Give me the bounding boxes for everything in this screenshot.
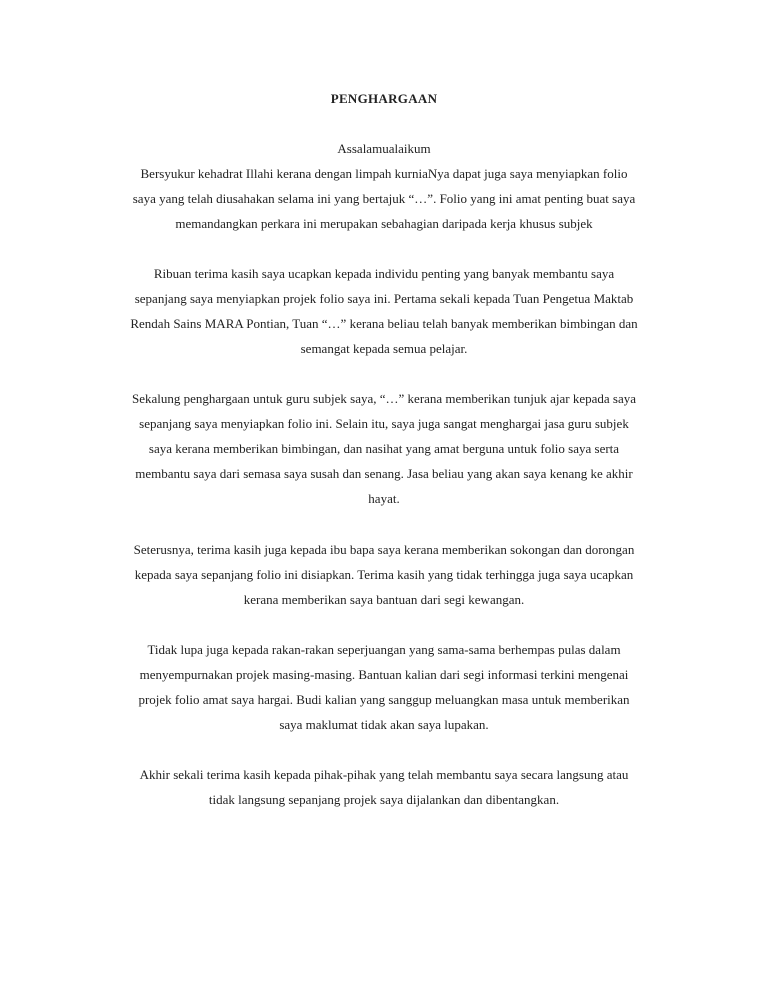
paragraph-line: tidak langsung sepanjang projek saya dijalankan dan dibentangkan.	[208, 792, 560, 807]
paragraph-line: Sekalung penghargaan untuk guru subjek saya, “…” kerana memberikan tunjuk ajar kepada saya	[131, 391, 637, 406]
paragraph-line: Akhir sekali terima kasih kepada pihak-pihak yang telah membantu saya secara langsung atau	[139, 767, 629, 782]
paragraph-1-line-1: Bersyukur kehadrat Illahi kerana dengan limpah kurniaNya dapat juga saya menyiapkan folio	[140, 166, 628, 181]
paragraph-line: saya maklumat tidak akan saya lupakan.	[279, 717, 489, 732]
paragraph-6	[80, 762, 688, 812]
paragraph-line: sepanjang saya menyiapkan folio ini. Selain itu, saya juga sangat menghargai jasa guru subjek	[139, 416, 629, 431]
page-title: PENGHARGAAN	[330, 91, 438, 106]
paragraph-5	[80, 637, 688, 737]
paragraph-line: semangat kepada semua pelajar.	[300, 341, 468, 356]
paragraph-line: kerana memberikan saya bantuan dari segi kewangan.	[243, 592, 525, 607]
opening-block	[80, 136, 688, 236]
paragraph-4	[80, 537, 688, 612]
paragraph-line: projek folio amat saya hargai. Budi kalian yang sanggup meluangkan masa untuk memberikan	[138, 692, 630, 707]
paragraph-line: Rendah Sains MARA Pontian, Tuan “…” kerana beliau telah banyak memberikan bimbingan dan	[130, 316, 638, 331]
paragraph-1-line-3: memandangkan perkara ini merupakan sebahagian daripada kerja khusus subjek	[175, 216, 593, 231]
paragraph-line: saya kerana memberikan bimbingan, dan nasihat yang amat berguna untuk folio saya serta	[148, 441, 620, 456]
paragraph-1-line-2: saya yang telah diusahakan selama ini yang bertajuk “…”. Folio yang ini amat penting buat saya	[132, 191, 636, 206]
paragraph-3	[80, 386, 688, 511]
paragraph-line: membantu saya dari semasa saya susah dan senang. Jasa beliau yang akan saya kenang ke akhir	[135, 466, 633, 481]
salutation: Assalamualaikum	[337, 141, 431, 156]
paragraph-2	[80, 261, 688, 361]
paragraph-line: hayat.	[368, 491, 400, 506]
paragraph-line: sepanjang saya menyiapkan projek folio saya ini. Pertama sekali kepada Tuan Pengetua Maktab	[134, 291, 634, 306]
paragraph-line: Ribuan terima kasih saya ucapkan kepada individu penting yang banyak membantu saya	[153, 266, 615, 281]
paragraph-line: kepada saya sepanjang folio ini disiapkan. Terima kasih yang tidak terhingga juga saya ucapkan	[134, 567, 634, 582]
paragraph-line: Seterusnya, terima kasih juga kepada ibu bapa saya kerana memberikan sokongan dan dorongan	[133, 542, 635, 557]
paragraph-line: menyempurnakan projek masing-masing. Bantuan kalian dari segi informasi terkini mengenai	[139, 667, 629, 682]
paragraph-line: Tidak lupa juga kepada rakan-rakan seperjuangan yang sama-sama berhempas pulas dalam	[147, 642, 621, 657]
